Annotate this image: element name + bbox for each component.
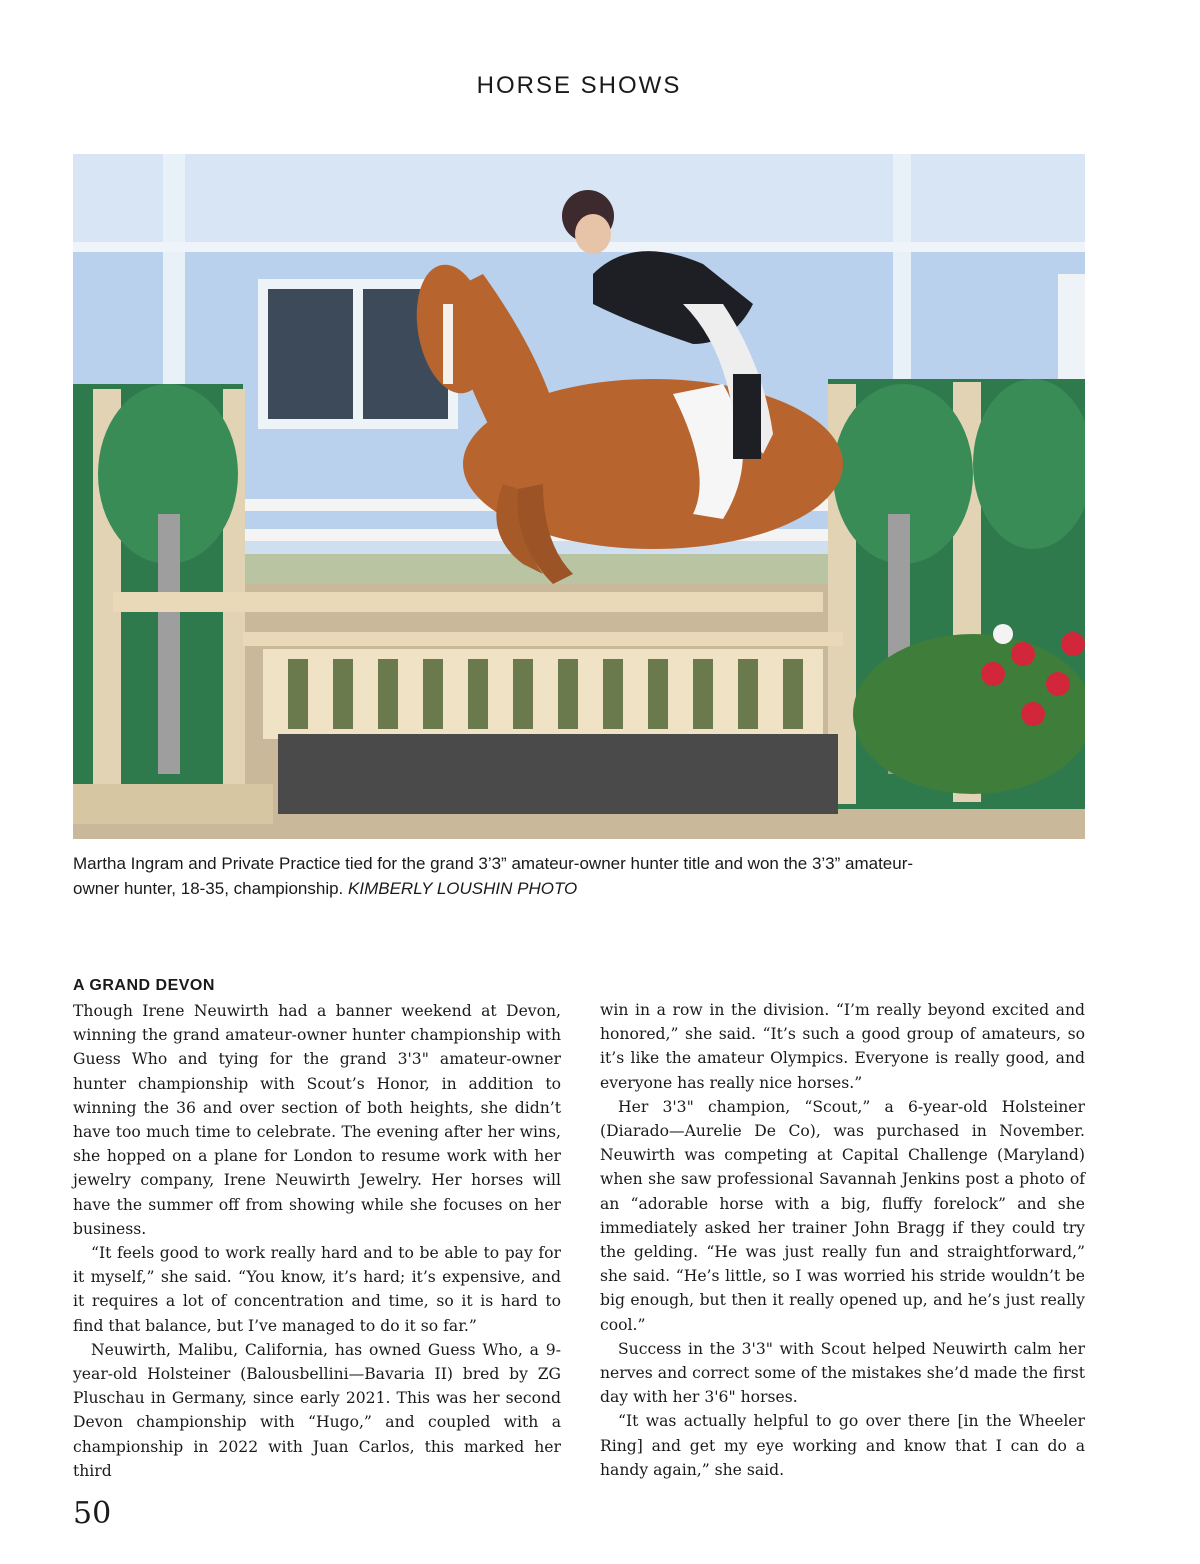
section-title: HORSE SHOWS [476,72,682,99]
page-number: 50 [73,1496,112,1531]
paragraph: win in a row in the division. “I’m really beyond excited and honored,” she said. “It’s such a good group of amateurs, so it’s like the amateur Olympics. Everyone is really good, and everyone has really nice horses.” [600,1001,1085,1092]
article-column-left [73,974,561,1483]
paragraph: “It feels good to work really hard and to be able to pay for it myself,” she said. “You know, it’s hard; it’s expensive, and it requires a lot of concentration and time, so it is hard to find that balance, but I’ve managed to do it so far.” [73,1244,561,1335]
paragraph: “It was actually helpful to go over there [in the Wheeler Ring] and get my eye working and know that I can do a handy again,” she said. [600,1412,1085,1479]
photo-credit: KIMBERLY LOUSHIN PHOTO [348,879,578,898]
paragraph: Success in the 3'3" with Scout helped Neuwirth calm her nerves and correct some of the mistakes she’d made the first day with her 3'6" horses. [600,1339,1085,1407]
paragraph: Her 3'3" champion, “Scout,” a 6-year-old Holsteiner (Diarado—Aurelie De Co), was purchased in November. Neuwirth was competing at Capital Challenge (Maryland) when she saw professional Savannah Jenkins post a photo of an “adorable horse with a big, fluffy forelock” and she immediately asked her trainer John Bragg if they could try the gelding. “He was just really fun and straightforward,” she said. “He’s little, so I was worried his stride wouldn’t be big enough, but then it really opened up, and he’s just really cool.” [600,1097,1085,1334]
horse-jumping-photo [73,154,1085,839]
paragraph: Neuwirth, Malibu, California, has owned Guess Who, a 9-year-old Holsteiner (Balousbellini—Bavaria II) bred by ZG Pluschau in Germany, since early 2021. This was her second Devon championship with “Hugo,” and coupled with a championship in 2022 with Juan Carlos, this marked her third [73,1340,561,1480]
article-subhead: A GRAND DEVON [73,977,215,994]
article-column-right [600,998,1085,1482]
photo-caption [73,851,953,901]
paragraph: Though Irene Neuwirth had a banner weekend at Devon, winning the grand amateur-owner hunter championship with Guess Who and tying for the grand 3'3" amateur-owner hunter championship with Scout’s Honor, in addition to winning the 36 and over section of both heights, she didn’t have too much time to celebrate. The evening after her wins, she hopped on a plane for London to resume work with her jewelry company, Irene Neuwirth Jewelry. Her horses will have the summer off from showing while she focuses on her business. [73,1002,561,1238]
article-photo [73,154,1085,839]
caption-text: Martha Ingram and Private Practice tied for the grand 3’3” amateur-owner hunter title and won the 3’3” amateur-owner hunter, 18-35, championship. [73,854,914,898]
